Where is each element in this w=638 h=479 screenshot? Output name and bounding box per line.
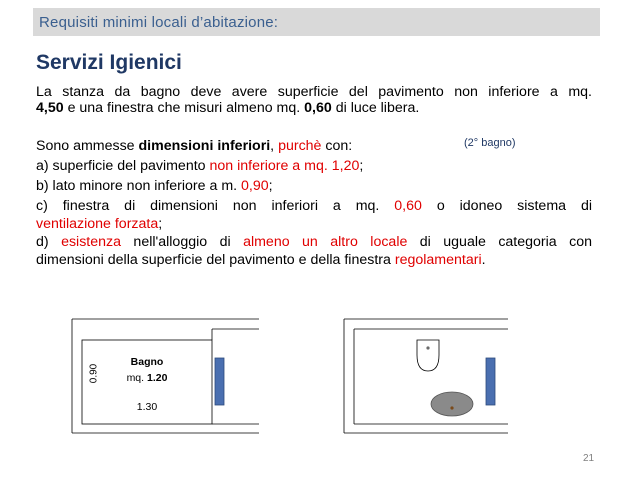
condition-text: di uguale categoria con [407,234,592,250]
condition-red: regolamentari [394,252,482,268]
area-prefix: mq. [126,372,147,384]
condition-text: ; [158,216,163,232]
basin-icon [431,392,473,416]
lead-bold: dimensioni inferiori [138,138,271,154]
basin-drain-icon [450,406,453,409]
window-left [215,358,224,405]
lead-red: purchè [278,138,322,154]
condition-red: esistenza [61,234,121,250]
condition-red: ventilazione forzata [36,216,159,232]
condition-text: nell'alloggio di [121,234,244,250]
room-name: Bagno [130,356,164,368]
condition-text: c) finestra di dimensioni non inferiori a mq. [36,198,395,214]
intro-text: di luce libera. [331,100,420,116]
lead-text: Sono ammesse [36,138,139,154]
min-window-value: 0,60 [304,100,332,116]
page-number: 21 [583,453,595,464]
condition-text: a) superficie del pavimento [36,158,210,174]
window-right [486,358,495,405]
lead-text: con: [321,138,353,154]
intro-text: e una finestra che misuri almeno mq. [63,100,305,116]
condition-text: ; [268,178,273,194]
toilet-drain-icon [426,346,429,349]
condition-text: dimensioni della superficie del pavimento e della finestra [36,252,395,268]
second-bathroom-note: (2° bagno) [464,137,516,149]
condition-text: o idoneo sistema di [421,198,592,214]
area-value: 1.20 [146,372,168,384]
condition-text: d) [36,234,62,250]
side-short-dimension: 0.90 [88,363,100,384]
condition-red: 0,60 [394,198,422,214]
condition-red: almeno un altro locale [243,234,408,250]
condition-red: 0,90 [241,178,269,194]
lead-text: , [270,138,279,154]
room-area [82,372,212,384]
header-title: Requisiti minimi locali d’abitazione: [39,14,279,31]
condition-red: non inferiore a mq. 1,20 [209,158,360,174]
toilet-icon [417,340,439,371]
section-title: Servizi Igienici [36,51,182,74]
condition-text: ; [359,158,364,174]
condition-text: . [481,252,486,268]
side-long-dimension: 1.30 [136,401,158,413]
condition-text: b) lato minore non inferiore a m. [36,178,242,194]
intro-text: La stanza da bagno deve avere superficie del pavimento non inferiore a mq. [36,84,592,100]
floor-plan-right [344,319,508,433]
min-area-value: 4,50 [36,100,64,116]
